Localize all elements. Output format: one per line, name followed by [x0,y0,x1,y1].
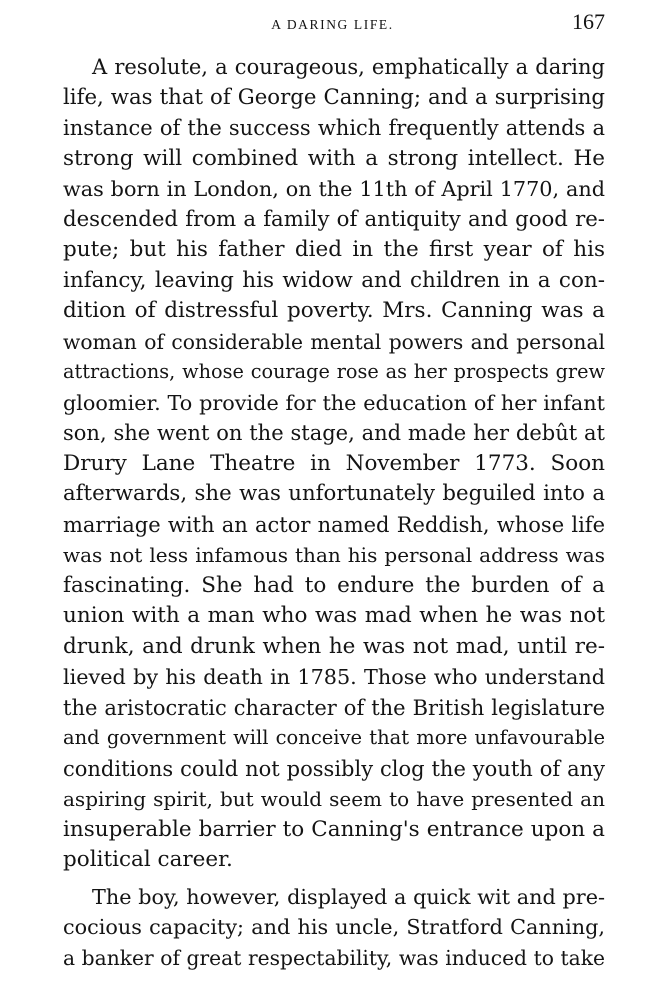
running-title: A DARING LIFE. [271,17,394,32]
text-line: afterwards, she was unfortunately beguiled into a [63,481,605,506]
text-line: was born in London, on the 11th of April 1770, and [63,177,605,201]
text-line: infancy, leaving his widow and children in a con- [63,267,605,293]
text-line: gloomier. To provide for the education of her infant [63,390,605,415]
text-line: aspiring spirit, but would seem to have presented an [63,787,605,811]
text-line: a banker of great respectability, was induced to take [63,945,605,970]
text-line: strong will combined with a strong intellect. He [63,145,605,171]
text-line: pute; but his father died in the first year of his [63,237,605,262]
text-line: attractions, whose courage rose as her prospects grew [63,360,605,383]
text-line: insuperable barrier to Canning's entrance upon a [63,816,605,842]
page-number: 167 [572,9,605,34]
text-line: conditions could not possibly clog the youth of any [63,756,605,781]
text-line: woman of considerable mental powers and personal [63,329,605,354]
text-line: union with a man who was mad when he was not [63,603,605,628]
text-line: was not less infamous than his personal address was [63,543,605,567]
text-line: fascinating. She had to endure the burden of a [63,572,605,598]
text-line: dition of distressful poverty. Mrs. Canning was a [63,298,605,323]
text-line: The boy, however, displayed a quick wit and pre- [92,884,605,909]
text-line: descended from a family of antiquity and good re- [63,206,605,232]
text-line: and government will conceive that more unfavourable [63,726,605,749]
text-line: lieved by his death in 1785. Those who understand [63,665,605,689]
text-line: drunk, and drunk when he was not mad, until re- [63,633,605,659]
running-head [60,8,605,36]
text-line: cocious capacity; and his uncle, Stratford Canning, [63,915,605,939]
paragraph-2 [63,882,605,974]
text-line: son, she went on the stage, and made her debût at [63,421,605,445]
text-line: instance of the success which frequently attends a [63,116,605,140]
text-line: Drury Lane Theatre in November 1773. Soon [63,450,605,476]
text-line: marriage with an actor named Reddish, whose life [63,512,605,537]
paragraph-1 [63,52,605,876]
text-line: the aristocratic character of the British legislature [63,695,605,720]
text-line: A resolute, a courageous, emphatically a daring [92,55,605,79]
text-line: life, was that of George Canning; and a surprising [63,84,605,110]
text-line: political career. [63,847,233,872]
body-text [63,52,605,973]
